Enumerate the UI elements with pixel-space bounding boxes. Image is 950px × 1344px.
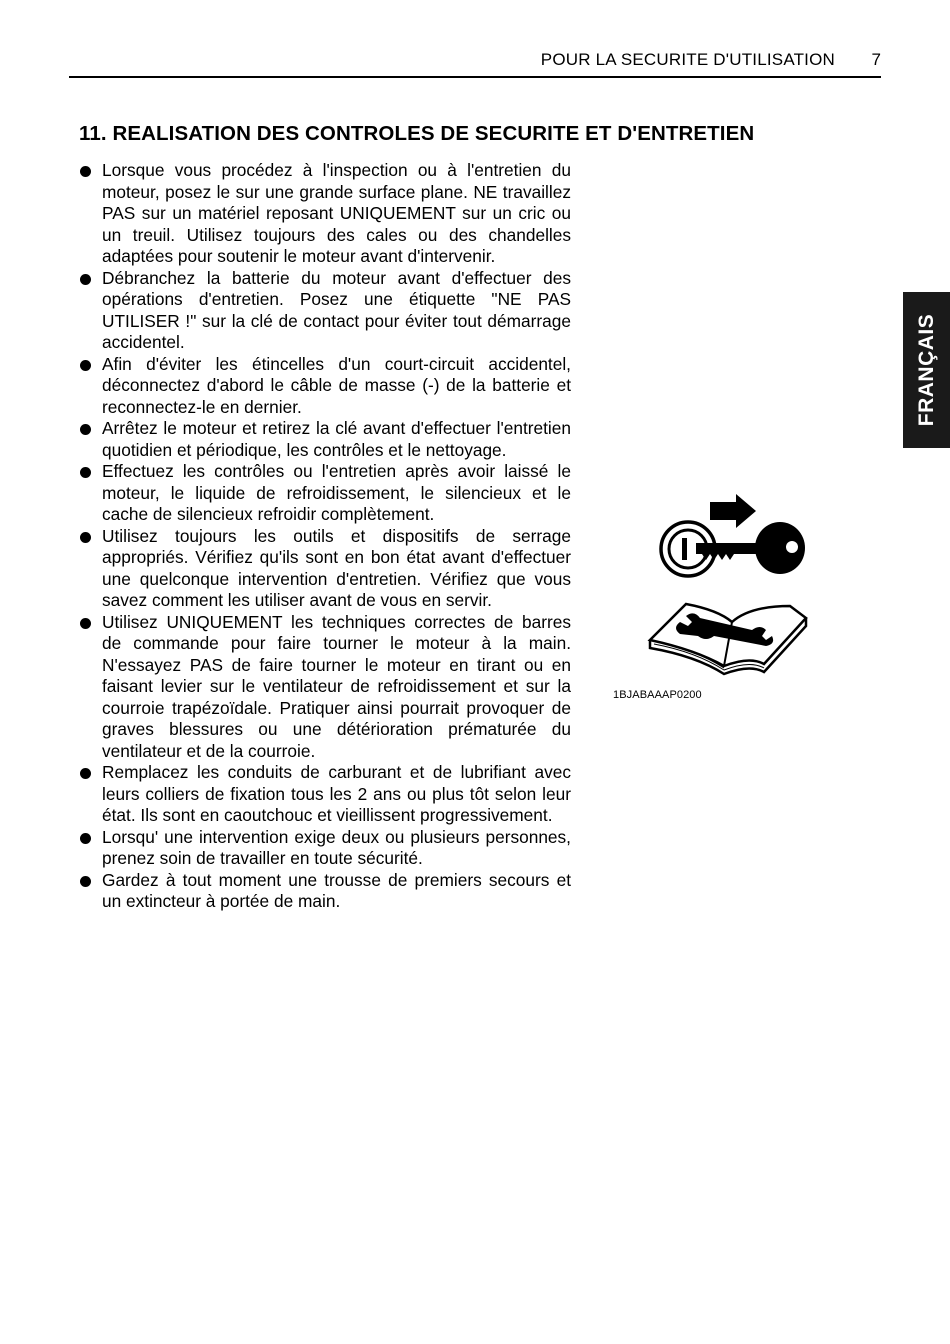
bullet-item: Utilisez UNIQUEMENT les techniques correctes de barres de commande pour faire tourner le moteur à la main. N'essayez PAS de faire tourner le moteur en tirant ou en faisant levier sur le ventilateur de refroidissement et sur la courroie trapézoïdale. Pratiquer ainsi pourrait provoquer de graves blessures ou une détérioration prématurée du ventilateur et de la courroie. [79,612,571,763]
bullet-item: Effectuez les contrôles ou l'entretien après avoir laissé le moteur, le liquide de refroidissement, le silencieux et le cache de silencieux refroidir complètement. [79,461,571,526]
language-tab-label: FRANÇAIS [914,313,938,427]
page-header [69,48,881,78]
arrow-icon [710,494,756,528]
bullet-item: Utilisez toujours les outils et dispositifs de serrage appropriés. Vérifiez qu'ils sont en bon état avant d'effectuer une quelconque intervention d'entretien. Vérifiez que vous savez comment les utiliser avant de vous en servir. [79,526,571,612]
bullet-item: Lorsque vous procédez à l'inspection ou à l'entretien du moteur, posez le sur une grande surface plane. NE travaillez PAS sur un matériel reposant UNIQUEMENT sur un cric ou un treuil. Utilisez toujours des cales ou des chandelles adaptées pour soutenir le moteur avant d'intervenir. [79,160,571,268]
header-title: POUR LA SECURITE D'UTILISATION [540,50,835,69]
bullet-item: Remplacez les conduits de carburant et de lubrifiant avec leurs colliers de fixation tous les 2 ans ou plus tôt selon leur état. Ils sont en caoutchouc et vieillissent progressivement. [79,762,571,827]
bullet-item: Gardez à tout moment une trousse de premiers secours et un extincteur à portée de main. [79,870,571,913]
manual-book-icon [650,604,806,674]
section-title: 11. REALISATION DES CONTROLES DE SECURITE ET D'ENTRETIEN [79,122,755,145]
bullet-item: Lorsqu' une intervention exige deux ou plusieurs personnes, prenez soin de travailler en toute sécurité. [79,827,571,870]
safety-bullet-list [79,160,571,913]
maintenance-illustration [640,490,815,680]
bullet-item: Afin d'éviter les étincelles d'un court-circuit accidentel, déconnectez d'abord le câble de masse (-) de la batterie et reconnectez-le en dernier. [79,354,571,419]
key-icon [696,522,805,574]
bullet-item: Arrêtez le moteur et retirez la clé avant d'effectuer l'entretien quotidien et périodique, les contrôles et le nettoyage. [79,418,571,461]
page-number: 7 [871,50,881,69]
figure-code: 1BJABAAAP0200 [613,689,702,701]
bullet-item: Débranchez la batterie du moteur avant d'effectuer des opérations d'entretien. Posez une étiquette "NE PAS UTILISER !" sur la clé de contact pour éviter tout démarrage accidentel. [79,268,571,354]
language-tab [903,292,950,448]
